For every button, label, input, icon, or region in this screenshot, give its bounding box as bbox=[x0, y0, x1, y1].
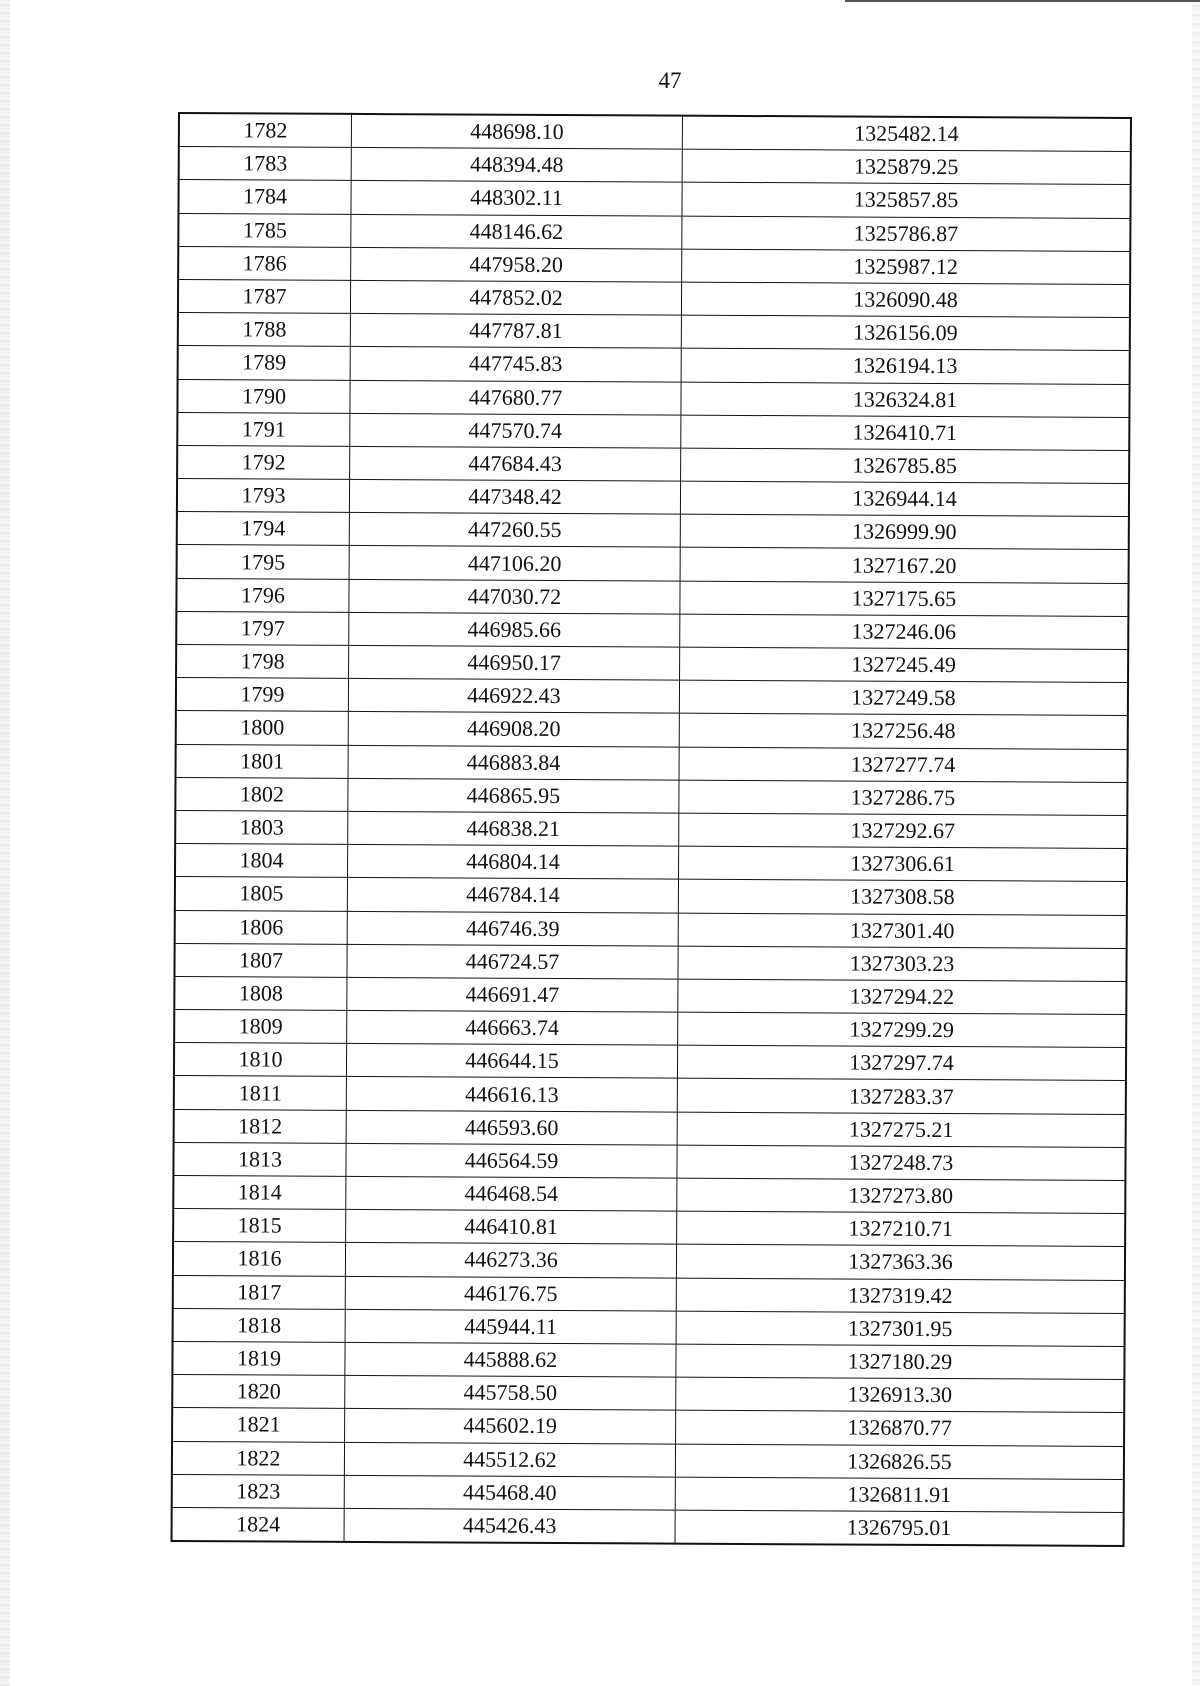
point-id-cell: 1789 bbox=[178, 346, 351, 380]
scan-edge-top bbox=[845, 0, 1200, 2]
y-coordinate-cell: 1325987.12 bbox=[682, 249, 1131, 285]
y-coordinate-cell: 1327297.74 bbox=[677, 1045, 1126, 1081]
table-row bbox=[174, 1109, 1126, 1147]
table-row bbox=[176, 578, 1128, 616]
table-row bbox=[176, 611, 1128, 649]
point-id-cell: 1792 bbox=[177, 445, 350, 479]
x-coordinate-cell: 446644.15 bbox=[346, 1044, 677, 1079]
point-id-cell: 1786 bbox=[178, 246, 351, 280]
x-coordinate-cell: 448394.48 bbox=[351, 148, 682, 183]
point-id-cell: 1805 bbox=[175, 877, 348, 911]
table-row bbox=[173, 1142, 1125, 1180]
x-coordinate-cell: 447680.77 bbox=[350, 380, 681, 415]
point-id-cell: 1808 bbox=[174, 976, 347, 1010]
x-coordinate-cell: 447745.83 bbox=[350, 347, 681, 382]
y-coordinate-cell: 1327273.80 bbox=[677, 1178, 1126, 1214]
point-id-cell: 1784 bbox=[178, 180, 351, 214]
y-coordinate-cell: 1327175.65 bbox=[680, 581, 1129, 617]
y-coordinate-cell: 1326944.14 bbox=[680, 481, 1129, 517]
table-row bbox=[177, 545, 1129, 583]
x-coordinate-cell: 447348.42 bbox=[349, 479, 680, 514]
x-coordinate-cell: 446724.57 bbox=[347, 944, 678, 979]
y-coordinate-cell: 1325786.87 bbox=[682, 216, 1131, 252]
y-coordinate-cell: 1327301.95 bbox=[676, 1311, 1125, 1347]
x-coordinate-cell: 447852.02 bbox=[350, 280, 681, 315]
point-id-cell: 1806 bbox=[175, 910, 348, 944]
table-row bbox=[173, 1308, 1125, 1346]
y-coordinate-cell: 1326811.91 bbox=[675, 1477, 1124, 1513]
y-coordinate-cell: 1326826.55 bbox=[675, 1444, 1124, 1480]
point-id-cell: 1819 bbox=[172, 1341, 345, 1375]
point-id-cell: 1793 bbox=[177, 479, 350, 513]
y-coordinate-cell: 1327180.29 bbox=[676, 1344, 1125, 1380]
table-row bbox=[172, 1408, 1124, 1446]
table-row bbox=[173, 1275, 1125, 1313]
x-coordinate-cell: 445758.50 bbox=[345, 1376, 676, 1411]
x-coordinate-cell: 446865.95 bbox=[348, 778, 679, 813]
y-coordinate-cell: 1326870.77 bbox=[676, 1410, 1125, 1446]
table-row bbox=[175, 844, 1127, 882]
table-row bbox=[177, 412, 1129, 450]
x-coordinate-cell: 445888.62 bbox=[345, 1342, 676, 1377]
table-row bbox=[175, 910, 1127, 948]
x-coordinate-cell: 445602.19 bbox=[345, 1409, 676, 1444]
x-coordinate-cell: 447260.55 bbox=[349, 513, 680, 548]
x-coordinate-cell: 446950.17 bbox=[349, 645, 680, 680]
point-id-cell: 1797 bbox=[176, 611, 349, 645]
table-row bbox=[172, 1474, 1124, 1512]
y-coordinate-cell: 1326785.85 bbox=[681, 448, 1130, 484]
x-coordinate-cell: 448146.62 bbox=[351, 214, 682, 249]
x-coordinate-cell: 446883.84 bbox=[348, 745, 679, 780]
point-id-cell: 1823 bbox=[172, 1474, 345, 1508]
x-coordinate-cell: 446273.36 bbox=[345, 1243, 676, 1278]
point-id-cell: 1813 bbox=[173, 1142, 346, 1176]
page-number: 47 bbox=[658, 68, 682, 93]
table-row bbox=[172, 1341, 1124, 1379]
x-coordinate-cell: 446593.60 bbox=[346, 1110, 677, 1145]
x-coordinate-cell: 445512.62 bbox=[344, 1442, 675, 1477]
point-id-cell: 1812 bbox=[174, 1109, 347, 1143]
point-id-cell: 1821 bbox=[172, 1408, 345, 1442]
table-row bbox=[177, 379, 1129, 417]
y-coordinate-cell: 1326090.48 bbox=[681, 282, 1130, 318]
x-coordinate-cell: 447787.81 bbox=[350, 314, 681, 349]
y-coordinate-cell: 1327306.61 bbox=[678, 846, 1127, 882]
point-id-cell: 1804 bbox=[175, 844, 348, 878]
y-coordinate-cell: 1327303.23 bbox=[678, 946, 1127, 982]
table-row bbox=[172, 1507, 1124, 1546]
point-id-cell: 1796 bbox=[176, 578, 349, 612]
y-coordinate-cell: 1327256.48 bbox=[679, 714, 1128, 750]
y-coordinate-cell: 1327167.20 bbox=[680, 548, 1129, 584]
table-row bbox=[179, 113, 1131, 152]
x-coordinate-cell: 446838.21 bbox=[348, 811, 679, 846]
table-row bbox=[172, 1441, 1124, 1479]
y-coordinate-cell: 1327286.75 bbox=[679, 780, 1128, 816]
point-id-cell: 1788 bbox=[178, 313, 351, 347]
point-id-cell: 1811 bbox=[174, 1076, 347, 1110]
x-coordinate-cell: 447570.74 bbox=[350, 413, 681, 448]
point-id-cell: 1820 bbox=[172, 1375, 345, 1409]
x-coordinate-cell: 445944.11 bbox=[345, 1309, 676, 1344]
y-coordinate-cell: 1327319.42 bbox=[676, 1278, 1125, 1314]
point-id-cell: 1824 bbox=[172, 1507, 345, 1542]
point-id-cell: 1818 bbox=[173, 1308, 346, 1342]
x-coordinate-cell: 446908.20 bbox=[348, 712, 679, 747]
table-row bbox=[178, 180, 1130, 218]
table-row bbox=[175, 877, 1127, 915]
y-coordinate-cell: 1326156.09 bbox=[681, 315, 1130, 351]
table-row bbox=[176, 711, 1128, 749]
point-id-cell: 1817 bbox=[173, 1275, 346, 1309]
point-id-cell: 1795 bbox=[177, 545, 350, 579]
table-row bbox=[178, 213, 1130, 251]
y-coordinate-cell: 1326410.71 bbox=[681, 415, 1130, 451]
point-id-cell: 1782 bbox=[179, 113, 352, 148]
point-id-cell: 1807 bbox=[174, 943, 347, 977]
y-coordinate-cell: 1327248.73 bbox=[677, 1145, 1126, 1181]
table-row bbox=[178, 313, 1130, 351]
x-coordinate-cell: 446176.75 bbox=[345, 1276, 676, 1311]
x-coordinate-cell: 446564.59 bbox=[346, 1143, 677, 1178]
x-coordinate-cell: 446691.47 bbox=[347, 977, 678, 1012]
table-row bbox=[178, 346, 1130, 384]
y-coordinate-cell: 1327275.21 bbox=[677, 1112, 1126, 1148]
y-coordinate-cell: 1327246.06 bbox=[680, 614, 1129, 650]
point-id-cell: 1814 bbox=[173, 1175, 346, 1209]
point-id-cell: 1794 bbox=[177, 512, 350, 546]
y-coordinate-cell: 1325879.25 bbox=[682, 149, 1131, 185]
x-coordinate-cell: 447958.20 bbox=[351, 247, 682, 282]
table-row bbox=[176, 678, 1128, 716]
point-id-cell: 1816 bbox=[173, 1242, 346, 1276]
point-id-cell: 1791 bbox=[177, 412, 350, 446]
table-row bbox=[179, 147, 1131, 185]
point-id-cell: 1803 bbox=[175, 810, 348, 844]
x-coordinate-cell: 448302.11 bbox=[351, 181, 682, 216]
x-coordinate-cell: 446804.14 bbox=[347, 845, 678, 880]
table-row bbox=[174, 976, 1126, 1014]
y-coordinate-cell: 1325857.85 bbox=[682, 183, 1131, 219]
x-coordinate-cell: 446922.43 bbox=[348, 679, 679, 714]
scan-edge-left bbox=[0, 0, 10, 1686]
point-id-cell: 1810 bbox=[174, 1043, 347, 1077]
y-coordinate-cell: 1327210.71 bbox=[677, 1211, 1126, 1247]
table-row bbox=[177, 479, 1129, 517]
table-row bbox=[178, 246, 1130, 284]
table-row bbox=[177, 445, 1129, 483]
x-coordinate-cell: 446985.66 bbox=[349, 612, 680, 647]
x-coordinate-cell: 446746.39 bbox=[347, 911, 678, 946]
table-row bbox=[175, 810, 1127, 848]
y-coordinate-cell: 1327301.40 bbox=[678, 913, 1127, 949]
table-row bbox=[175, 777, 1127, 815]
y-coordinate-cell: 1327299.29 bbox=[678, 1012, 1127, 1048]
x-coordinate-cell: 446468.54 bbox=[346, 1176, 677, 1211]
table-row bbox=[174, 1043, 1126, 1081]
coordinate-table-wrapper bbox=[171, 112, 1132, 1547]
table-row bbox=[177, 512, 1129, 550]
point-id-cell: 1822 bbox=[172, 1441, 345, 1475]
point-id-cell: 1800 bbox=[176, 711, 349, 745]
table-row bbox=[173, 1242, 1125, 1280]
table-row bbox=[174, 943, 1126, 981]
point-id-cell: 1790 bbox=[177, 379, 350, 413]
point-id-cell: 1809 bbox=[174, 1010, 347, 1044]
y-coordinate-cell: 1327292.67 bbox=[679, 813, 1128, 849]
x-coordinate-cell: 445426.43 bbox=[344, 1508, 675, 1543]
y-coordinate-cell: 1325482.14 bbox=[682, 116, 1131, 152]
y-coordinate-cell: 1326795.01 bbox=[675, 1510, 1124, 1546]
y-coordinate-cell: 1327249.58 bbox=[679, 680, 1128, 716]
coordinate-table bbox=[171, 112, 1132, 1547]
y-coordinate-cell: 1326999.90 bbox=[680, 514, 1129, 550]
table-row bbox=[172, 1375, 1124, 1413]
y-coordinate-cell: 1326194.13 bbox=[681, 348, 1130, 384]
table-row bbox=[174, 1010, 1126, 1048]
x-coordinate-cell: 447106.20 bbox=[349, 546, 680, 581]
x-coordinate-cell: 446784.14 bbox=[347, 878, 678, 913]
y-coordinate-cell: 1327294.22 bbox=[678, 979, 1127, 1015]
point-id-cell: 1798 bbox=[176, 644, 349, 678]
x-coordinate-cell: 446616.13 bbox=[346, 1077, 677, 1112]
point-id-cell: 1815 bbox=[173, 1209, 346, 1243]
point-id-cell: 1783 bbox=[179, 147, 352, 181]
point-id-cell: 1799 bbox=[176, 678, 349, 712]
x-coordinate-cell: 448698.10 bbox=[351, 114, 682, 149]
y-coordinate-cell: 1327363.36 bbox=[676, 1245, 1125, 1281]
y-coordinate-cell: 1327283.37 bbox=[677, 1079, 1126, 1115]
table-row bbox=[178, 279, 1130, 317]
x-coordinate-cell: 446663.74 bbox=[347, 1010, 678, 1045]
point-id-cell: 1801 bbox=[176, 744, 349, 778]
y-coordinate-cell: 1327277.74 bbox=[679, 747, 1128, 783]
y-coordinate-cell: 1326324.81 bbox=[681, 382, 1130, 418]
table-row bbox=[176, 644, 1128, 682]
table-row bbox=[174, 1076, 1126, 1114]
scan-edge-right bbox=[1192, 0, 1200, 1686]
point-id-cell: 1787 bbox=[178, 279, 351, 313]
table-row bbox=[173, 1209, 1125, 1247]
y-coordinate-cell: 1326913.30 bbox=[676, 1377, 1125, 1413]
table-row bbox=[176, 744, 1128, 782]
x-coordinate-cell: 445468.40 bbox=[344, 1475, 675, 1510]
point-id-cell: 1785 bbox=[178, 213, 351, 247]
table-body bbox=[172, 113, 1131, 1546]
table-row bbox=[173, 1175, 1125, 1213]
x-coordinate-cell: 447684.43 bbox=[350, 446, 681, 481]
x-coordinate-cell: 447030.72 bbox=[349, 579, 680, 614]
y-coordinate-cell: 1327245.49 bbox=[680, 647, 1129, 683]
point-id-cell: 1802 bbox=[175, 777, 348, 811]
y-coordinate-cell: 1327308.58 bbox=[678, 879, 1127, 915]
x-coordinate-cell: 446410.81 bbox=[346, 1210, 677, 1245]
